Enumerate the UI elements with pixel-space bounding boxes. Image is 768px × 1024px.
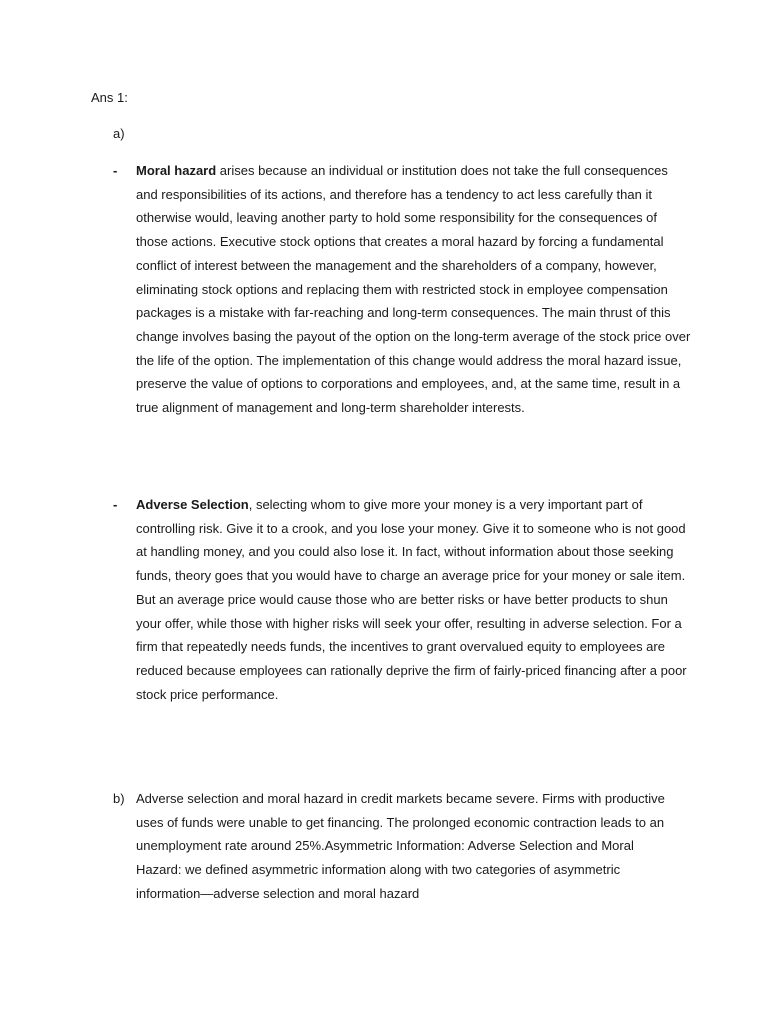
adverse-selection-term: Adverse Selection [136,497,249,512]
moral-hazard-paragraph [136,159,692,420]
answer-heading: Ans 1: [91,90,128,105]
adverse-selection-text: , selecting whom to give more your money is a very important part of controlling risk. Give it to a crook, and you lose your money. Give it to someone who is not good at handling money, and you could also lose it. In fact, without information about those seeking funds, theory goes that you would have to charge an average price for your money or sale item. But an average price would cause those who are better risks or have better products to shun your offer, while those with higher risks will seek your offer, resulting in adverse selection. For a firm that repeatedly needs funds, the incentives to grant overvalued equity to employees are reduced because employees can rationally deprive the firm of fairly-priced financing after a poor stock price performance. [136,497,687,702]
part-b-label: b) [113,791,125,806]
part-a-label: a) [113,126,125,141]
moral-hazard-text: arises because an individual or institution does not take the full consequences and responsibilities of its actions, and therefore has a tendency to act less carefully than it otherwise would, leaving another party to hold some responsibility for the consequences of those actions. Executive stock options that creates a moral hazard by forcing a fundamental conflict of interest between the management and the shareholders of a company, however, eliminating stock options and replacing them with restricted stock in employee compensation packages is a mistake with far-reaching and long-term consequences. The main thrust of this change involves basing the payout of the option on the long-term average of the stock price over the life of the option. The implementation of this change would address the moral hazard issue, preserve the value of options to corporations and employees, and, at the same time, result in a true alignment of management and long-term shareholder interests. [136,163,691,416]
bullet-marker: - [113,497,118,512]
part-b-paragraph: Adverse selection and moral hazard in credit markets became severe. Firms with productive uses of funds were unable to get financing. The prolonged economic contraction leads to an unemployment rate around 25%.Asymmetric Information: Adverse Selection and Moral Hazard: we defined asymmetric information along with two categories of asymmetric information—adverse selection and moral hazard [136,791,665,901]
bullet-marker: - [113,163,118,178]
moral-hazard-term: Moral hazard [136,163,217,178]
adverse-selection-paragraph [136,493,692,706]
